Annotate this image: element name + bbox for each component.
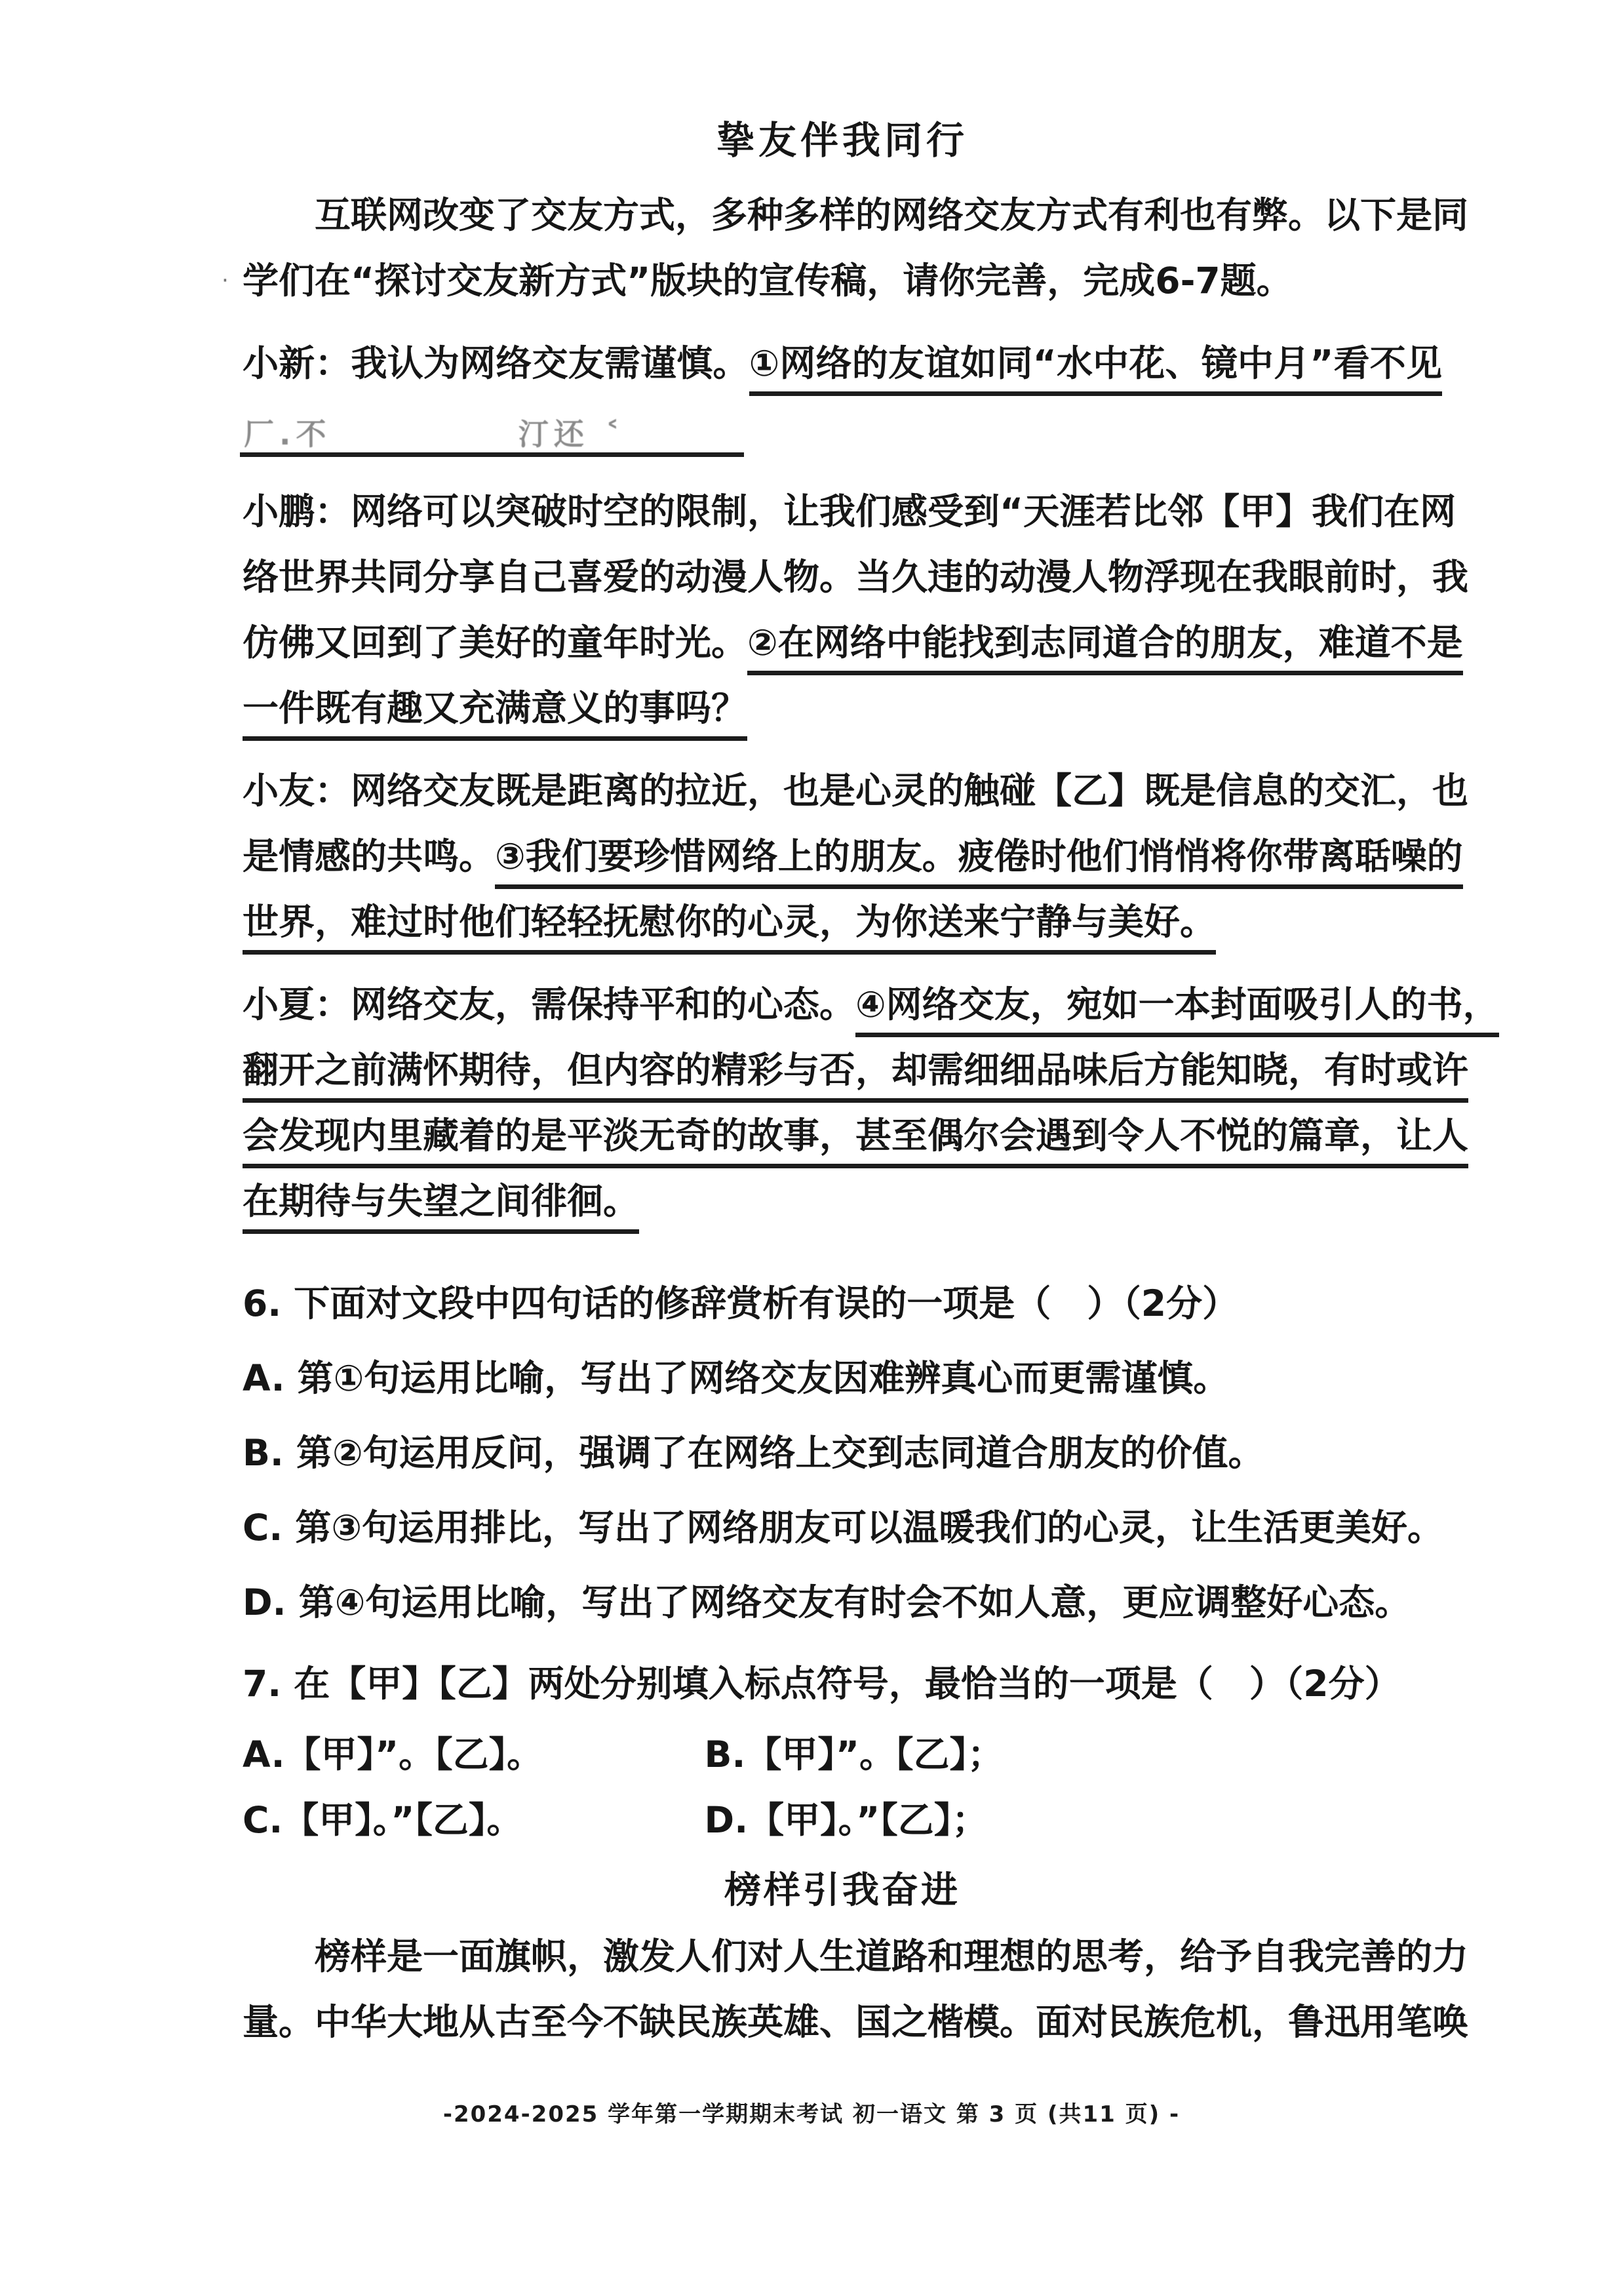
paragraph-question-6: [243, 1271, 1442, 1336]
text-run: 小新：我认为网络交友需谨慎。: [243, 342, 749, 384]
paragraph-intro: [243, 182, 1469, 313]
text-line: [243, 1722, 1442, 1787]
page-footer: -2024-2025 学年第一学期期末考试 初一语文 第 3 页 (共11 页) -: [442, 2101, 1181, 2128]
underlined-text: ③我们要珍惜网络上的朋友。疲倦时他们悄悄将你带离聒噪的: [495, 835, 1463, 889]
scan-speck-artifact: ·: [222, 267, 229, 294]
text-run: 是情感的共鸣。: [243, 835, 496, 877]
text-run: B. 第②句运用反问，强调了在网络上交到志同道合朋友的价值。: [243, 1432, 1264, 1474]
text-line: [243, 1168, 1442, 1234]
text-run: 络世界共同分享自己喜爱的动漫人物。当久违的动漫人物浮现在我眼前时，我: [243, 556, 1469, 598]
text-run: B.【甲】”。【乙】；: [704, 1733, 1004, 1775]
text-line: [243, 610, 1463, 675]
text-run: C.【甲】。”【乙】。: [243, 1799, 523, 1841]
paragraph-body-bangyang: [243, 1924, 1469, 2055]
text-line: [243, 1924, 1469, 1989]
text-run: 7. 在【甲】【乙】两处分别填入标点符号，最恰当的一项是（ ）（2分）: [243, 1663, 1401, 1705]
text-run: 量。中华大地从古至今不缺民族英雄、国之楷模。面对民族危机，鲁迅用笔唤: [243, 2001, 1469, 2043]
text-run: A. 第①句运用比喻，写出了网络交友因难辨真心而更需谨慎。: [243, 1357, 1230, 1399]
text-run: A.【甲】”。【乙】。: [243, 1733, 543, 1775]
paragraph-optrow-1: [243, 1722, 1442, 1787]
text-run: 6. 下面对文段中四句话的修辞赏析有误的一项是（ ）（2分）: [243, 1282, 1239, 1324]
text-run: 小夏：网络交友，需保持平和的心态。: [243, 983, 856, 1025]
text-line: [243, 889, 1442, 955]
text-line: [243, 1787, 1442, 1853]
text-line: [243, 330, 1442, 396]
text-line: [243, 248, 1442, 313]
section1-body: [243, 182, 1499, 1853]
text-line: [243, 1037, 1469, 1103]
text-line: [243, 544, 1469, 610]
section2-title: 榜样引我奋进: [724, 1869, 960, 1912]
paragraph-speaker-xiaoyou: [243, 758, 1469, 955]
text-line: [243, 479, 1457, 544]
text-line: [243, 675, 1442, 741]
section2-body: [243, 1924, 1469, 2055]
paragraph-option-b: [243, 1420, 1442, 1486]
text-run: D.【甲】。”【乙】；: [704, 1799, 988, 1841]
underlined-text: ①网络的友谊如同“水中花、镜中月”看不见: [749, 342, 1442, 396]
text-run: D. 第④句运用比喻，写出了网络交友有时会不如人意，更应调整好心态。: [243, 1581, 1411, 1623]
text-line: [243, 1495, 1442, 1560]
text-line: [243, 1420, 1442, 1486]
text-run: 小鹏：网络可以突破时空的限制，让我们感受到“天涯若比邻【甲】我们在网: [243, 490, 1457, 532]
text-run: 榜样是一面旗帜，激发人们对人生道路和理想的思考，给予自我完善的力: [315, 1935, 1469, 1977]
paragraph-option-c: [243, 1495, 1442, 1560]
text-line: [243, 1345, 1442, 1411]
faded-scan-line: [243, 396, 1442, 462]
paragraph-question-7: [243, 1651, 1442, 1716]
text-line: [243, 972, 1499, 1037]
text-line: [243, 758, 1469, 823]
text-run: 互联网改变了交友方式，多种多样的网络交友方式有利也有弊。以下是同: [315, 194, 1469, 236]
faded-fragment: 汀还 ˂: [518, 416, 625, 452]
underlined-text: ②在网络中能找到志同道合的朋友，难道不是: [747, 622, 1463, 675]
text-run: 学们在“探讨交友新方式”版块的宣传稿，请你完善，完成6-7题。: [243, 260, 1293, 302]
paragraph-option-d: [243, 1570, 1442, 1635]
page-content: [243, 110, 1499, 2055]
faded-fragment: 厂.不: [244, 416, 332, 452]
underlined-text: 世界，难过时他们轻轻抚慰你的心灵，为你送来宁静与美好。: [243, 901, 1216, 955]
text-run: 仿佛又回到了美好的童年时光。: [243, 622, 748, 663]
paragraph-speaker-xiaoxia: [243, 972, 1499, 1234]
underlined-text: 翻开之前满怀期待，但内容的精彩与否，却需细细品味后方能知晓，有时或许: [243, 1049, 1468, 1103]
underlined-text: 在期待与失望之间徘徊。: [243, 1180, 639, 1234]
paragraph-speaker-xiaopeng: [243, 479, 1469, 741]
paragraph-option-a: [243, 1345, 1442, 1411]
text-line: [243, 1570, 1442, 1635]
section1-title: 挚友伴我同行: [716, 118, 968, 163]
text-line: [243, 1651, 1442, 1716]
underlined-text: 一件既有趣又充满意义的事吗？: [243, 687, 747, 741]
underlined-text: 会发现内里藏着的是平淡无奇的故事，甚至偶尔会遇到令人不悦的篇章，让人: [243, 1115, 1468, 1168]
paragraph-optrow-2: [243, 1787, 1442, 1853]
text-run: 小友：网络交友既是距离的拉近，也是心灵的触碰【乙】既是信息的交汇，也: [243, 770, 1469, 812]
text-line: [243, 1271, 1442, 1336]
text-line: [243, 823, 1463, 889]
text-line: [243, 1103, 1469, 1168]
text-run: C. 第③句运用排比，写出了网络朋友可以温暖我们的心灵，让生活更美好。: [243, 1507, 1443, 1549]
text-line: [243, 182, 1469, 248]
underlined-text: ④网络交友，宛如一本封面吸引人的书，: [855, 983, 1499, 1037]
text-line: [243, 1989, 1469, 2055]
paragraph-speaker-xiaoxin: [243, 330, 1442, 462]
